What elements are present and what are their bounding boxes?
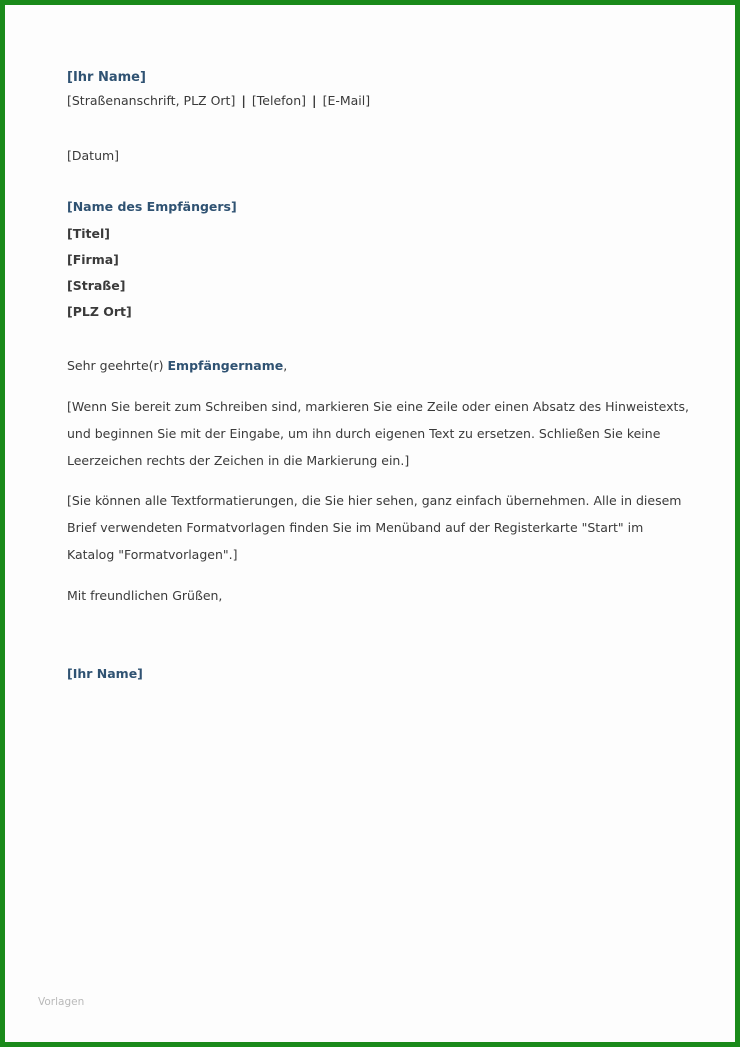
sender-address: [Straßenanschrift, PLZ Ort] [67,93,236,108]
salutation-suffix: , [283,358,288,373]
recipient-company: [Firma] [67,252,119,267]
sender-phone: [Telefon] [251,93,306,108]
sender-email: [E-Mail] [322,93,371,108]
footer-watermark: Vorlagen [38,996,85,1008]
closing-phrase: Mit freundlichen Grüßen, [67,588,223,603]
recipient-street: [Straße] [67,278,126,293]
recipient-city: [PLZ Ort] [67,304,132,319]
body-paragraph: [Wenn Sie bereit zum Schreiben sind, markieren Sie eine Zeile oder einen Absatz des Hinweistexts, und beginnen Sie mit der Eingabe, um ihn durch eigenen Text zu ersetzen. Schließen Sie keine Leerzeichen rechts der Zeichen in die Markierung ein.] [67,399,689,468]
letter-date: [Datum] [67,148,120,163]
salutation-recipient: Empfängername [167,358,284,373]
separator: | [312,93,317,108]
sender-name: [Ihr Name] [67,70,146,85]
recipient-name: [Name des Empfängers] [67,199,237,214]
salutation [67,358,287,374]
recipient-title: [Titel] [67,226,110,241]
body-paragraph: [Sie können alle Textformatierungen, die Sie hier sehen, ganz einfach übernehmen. Alle in diesem Brief verwendeten Formatvorlagen finden Sie im Menüband auf der Registerkarte "Start" im Katalog "Formatvorlagen".] [67,493,682,562]
separator: | [241,93,246,108]
signature-name: [Ihr Name] [67,666,143,681]
sender-contact-line [67,93,370,109]
salutation-prefix: Sehr geehrte(r) [67,358,168,373]
